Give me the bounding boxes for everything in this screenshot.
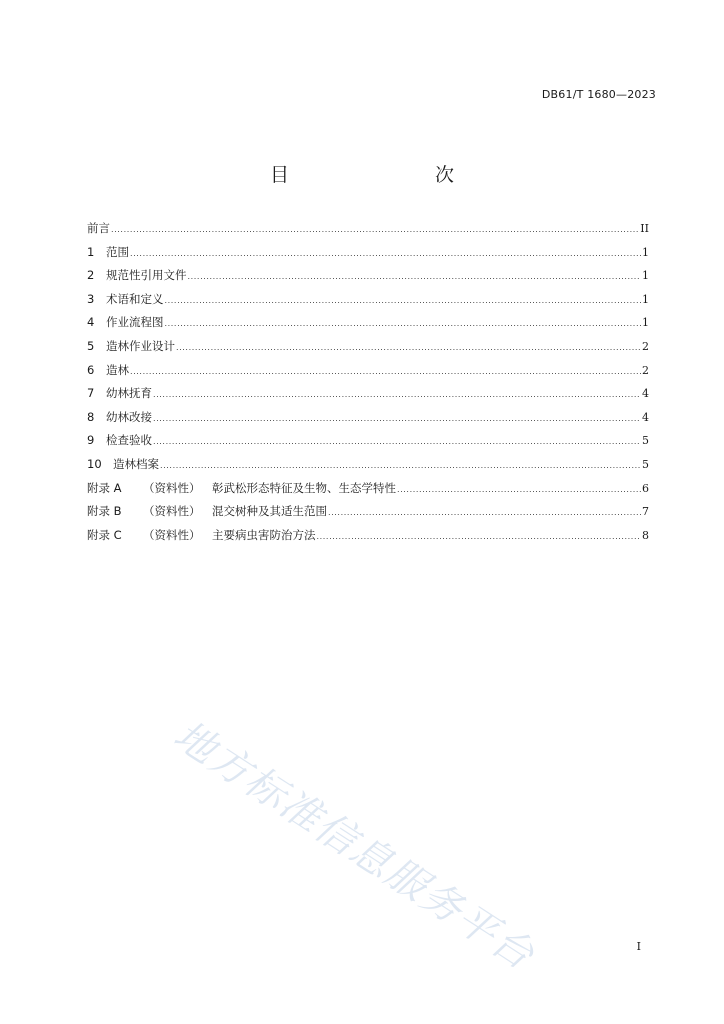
toc-leader-dots bbox=[130, 242, 641, 266]
toc-entry-page: 6 bbox=[642, 481, 649, 495]
toc-entry-page: 7 bbox=[642, 505, 649, 519]
toc-entry-page: 4 bbox=[642, 410, 649, 424]
toc-appendix-tag: （资料性） bbox=[143, 527, 201, 542]
toc-entry-page: 1 bbox=[642, 245, 649, 259]
toc-entry-label: 造林作业设计 bbox=[106, 338, 175, 353]
toc-appendix-number: 附录 C bbox=[87, 527, 122, 542]
toc-leader-dots bbox=[328, 501, 641, 525]
toc-entry-3[interactable] bbox=[87, 288, 649, 312]
toc-entry-appendix-b[interactable] bbox=[87, 500, 649, 524]
toc-entry-number: 8 bbox=[87, 409, 95, 424]
toc-entry-number: 3 bbox=[87, 291, 95, 306]
toc-entry-label: 彰武松形态特征及生物、生态学特性 bbox=[212, 480, 396, 495]
toc-leader-dots bbox=[176, 336, 641, 360]
toc-entry-label: 造林 bbox=[106, 362, 129, 377]
toc-entry-8[interactable] bbox=[87, 406, 649, 430]
toc-entry-6[interactable] bbox=[87, 359, 649, 383]
toc-entry-number: 1 bbox=[87, 244, 95, 259]
toc-appendix-number: 附录 A bbox=[87, 480, 122, 495]
toc-entry-label: 幼林改接 bbox=[106, 409, 152, 424]
toc-leader-dots bbox=[130, 360, 641, 384]
toc-appendix-number: 附录 B bbox=[87, 504, 122, 519]
toc-leader-dots bbox=[397, 478, 641, 502]
table-of-contents bbox=[87, 217, 649, 547]
toc-entry-label: 主要病虫害防治方法 bbox=[212, 527, 316, 542]
toc-entry-page: 1 bbox=[642, 316, 649, 330]
toc-leader-dots bbox=[165, 289, 642, 313]
toc-leader-dots bbox=[111, 218, 639, 242]
toc-entry-label: 术语和定义 bbox=[106, 291, 164, 306]
toc-appendix-tag: （资料性） bbox=[143, 504, 201, 519]
toc-entry-page: 5 bbox=[642, 434, 649, 448]
toc-entry-9[interactable] bbox=[87, 429, 649, 453]
toc-entry-1[interactable] bbox=[87, 241, 649, 265]
toc-appendix-tag: （资料性） bbox=[143, 480, 201, 495]
toc-entry-number: 9 bbox=[87, 433, 95, 448]
toc-entry-number: 7 bbox=[87, 386, 95, 401]
toc-entry-page: 5 bbox=[642, 457, 649, 471]
toc-entry-page: II bbox=[640, 222, 649, 235]
toc-entry-appendix-c[interactable] bbox=[87, 524, 649, 548]
toc-entry-label: 幼林抚育 bbox=[106, 386, 152, 401]
toc-entry-page: 4 bbox=[642, 387, 649, 401]
toc-entry-label: 范围 bbox=[106, 244, 129, 259]
toc-leader-dots bbox=[165, 312, 642, 336]
document-code: DB61/T 1680—2023 bbox=[541, 88, 656, 101]
toc-entry-4[interactable] bbox=[87, 311, 649, 335]
watermark: 地方标准信息服务平台 bbox=[165, 712, 543, 980]
toc-entry-2[interactable] bbox=[87, 264, 649, 288]
toc-entry-label: 检查验收 bbox=[106, 433, 152, 448]
toc-entry-page: 1 bbox=[642, 269, 649, 283]
toc-entry-10[interactable] bbox=[87, 453, 649, 477]
toc-entry-number: 5 bbox=[87, 338, 95, 353]
toc-entry-label: 造林档案 bbox=[113, 456, 159, 471]
toc-leader-dots bbox=[153, 383, 641, 407]
toc-entry-label: 规范性引用文件 bbox=[106, 268, 187, 283]
toc-entry-number: 10 bbox=[87, 456, 102, 471]
toc-entry-7[interactable] bbox=[87, 382, 649, 406]
toc-leader-dots bbox=[188, 265, 642, 289]
toc-entry-appendix-a[interactable] bbox=[87, 477, 649, 501]
toc-entry-number: 6 bbox=[87, 362, 95, 377]
toc-leader-dots bbox=[317, 525, 642, 549]
toc-entry-label: 前言 bbox=[87, 221, 110, 235]
page-title: 目 次 bbox=[269, 164, 490, 186]
toc-entry-label: 作业流程图 bbox=[106, 315, 164, 330]
toc-entry-5[interactable] bbox=[87, 335, 649, 359]
toc-leader-dots bbox=[153, 407, 641, 431]
toc-leader-dots bbox=[160, 454, 641, 478]
toc-entry-number: 4 bbox=[87, 315, 95, 330]
toc-entry-label: 混交树种及其适生范围 bbox=[212, 504, 327, 519]
toc-entry-page: 2 bbox=[642, 339, 649, 353]
toc-entry-foreword[interactable] bbox=[87, 217, 649, 241]
toc-entry-page: 1 bbox=[642, 292, 649, 306]
page-number: I bbox=[636, 940, 641, 953]
toc-leader-dots bbox=[153, 430, 641, 454]
toc-entry-page: 2 bbox=[642, 363, 649, 377]
toc-entry-number: 2 bbox=[87, 268, 95, 283]
toc-entry-page: 8 bbox=[642, 528, 649, 542]
